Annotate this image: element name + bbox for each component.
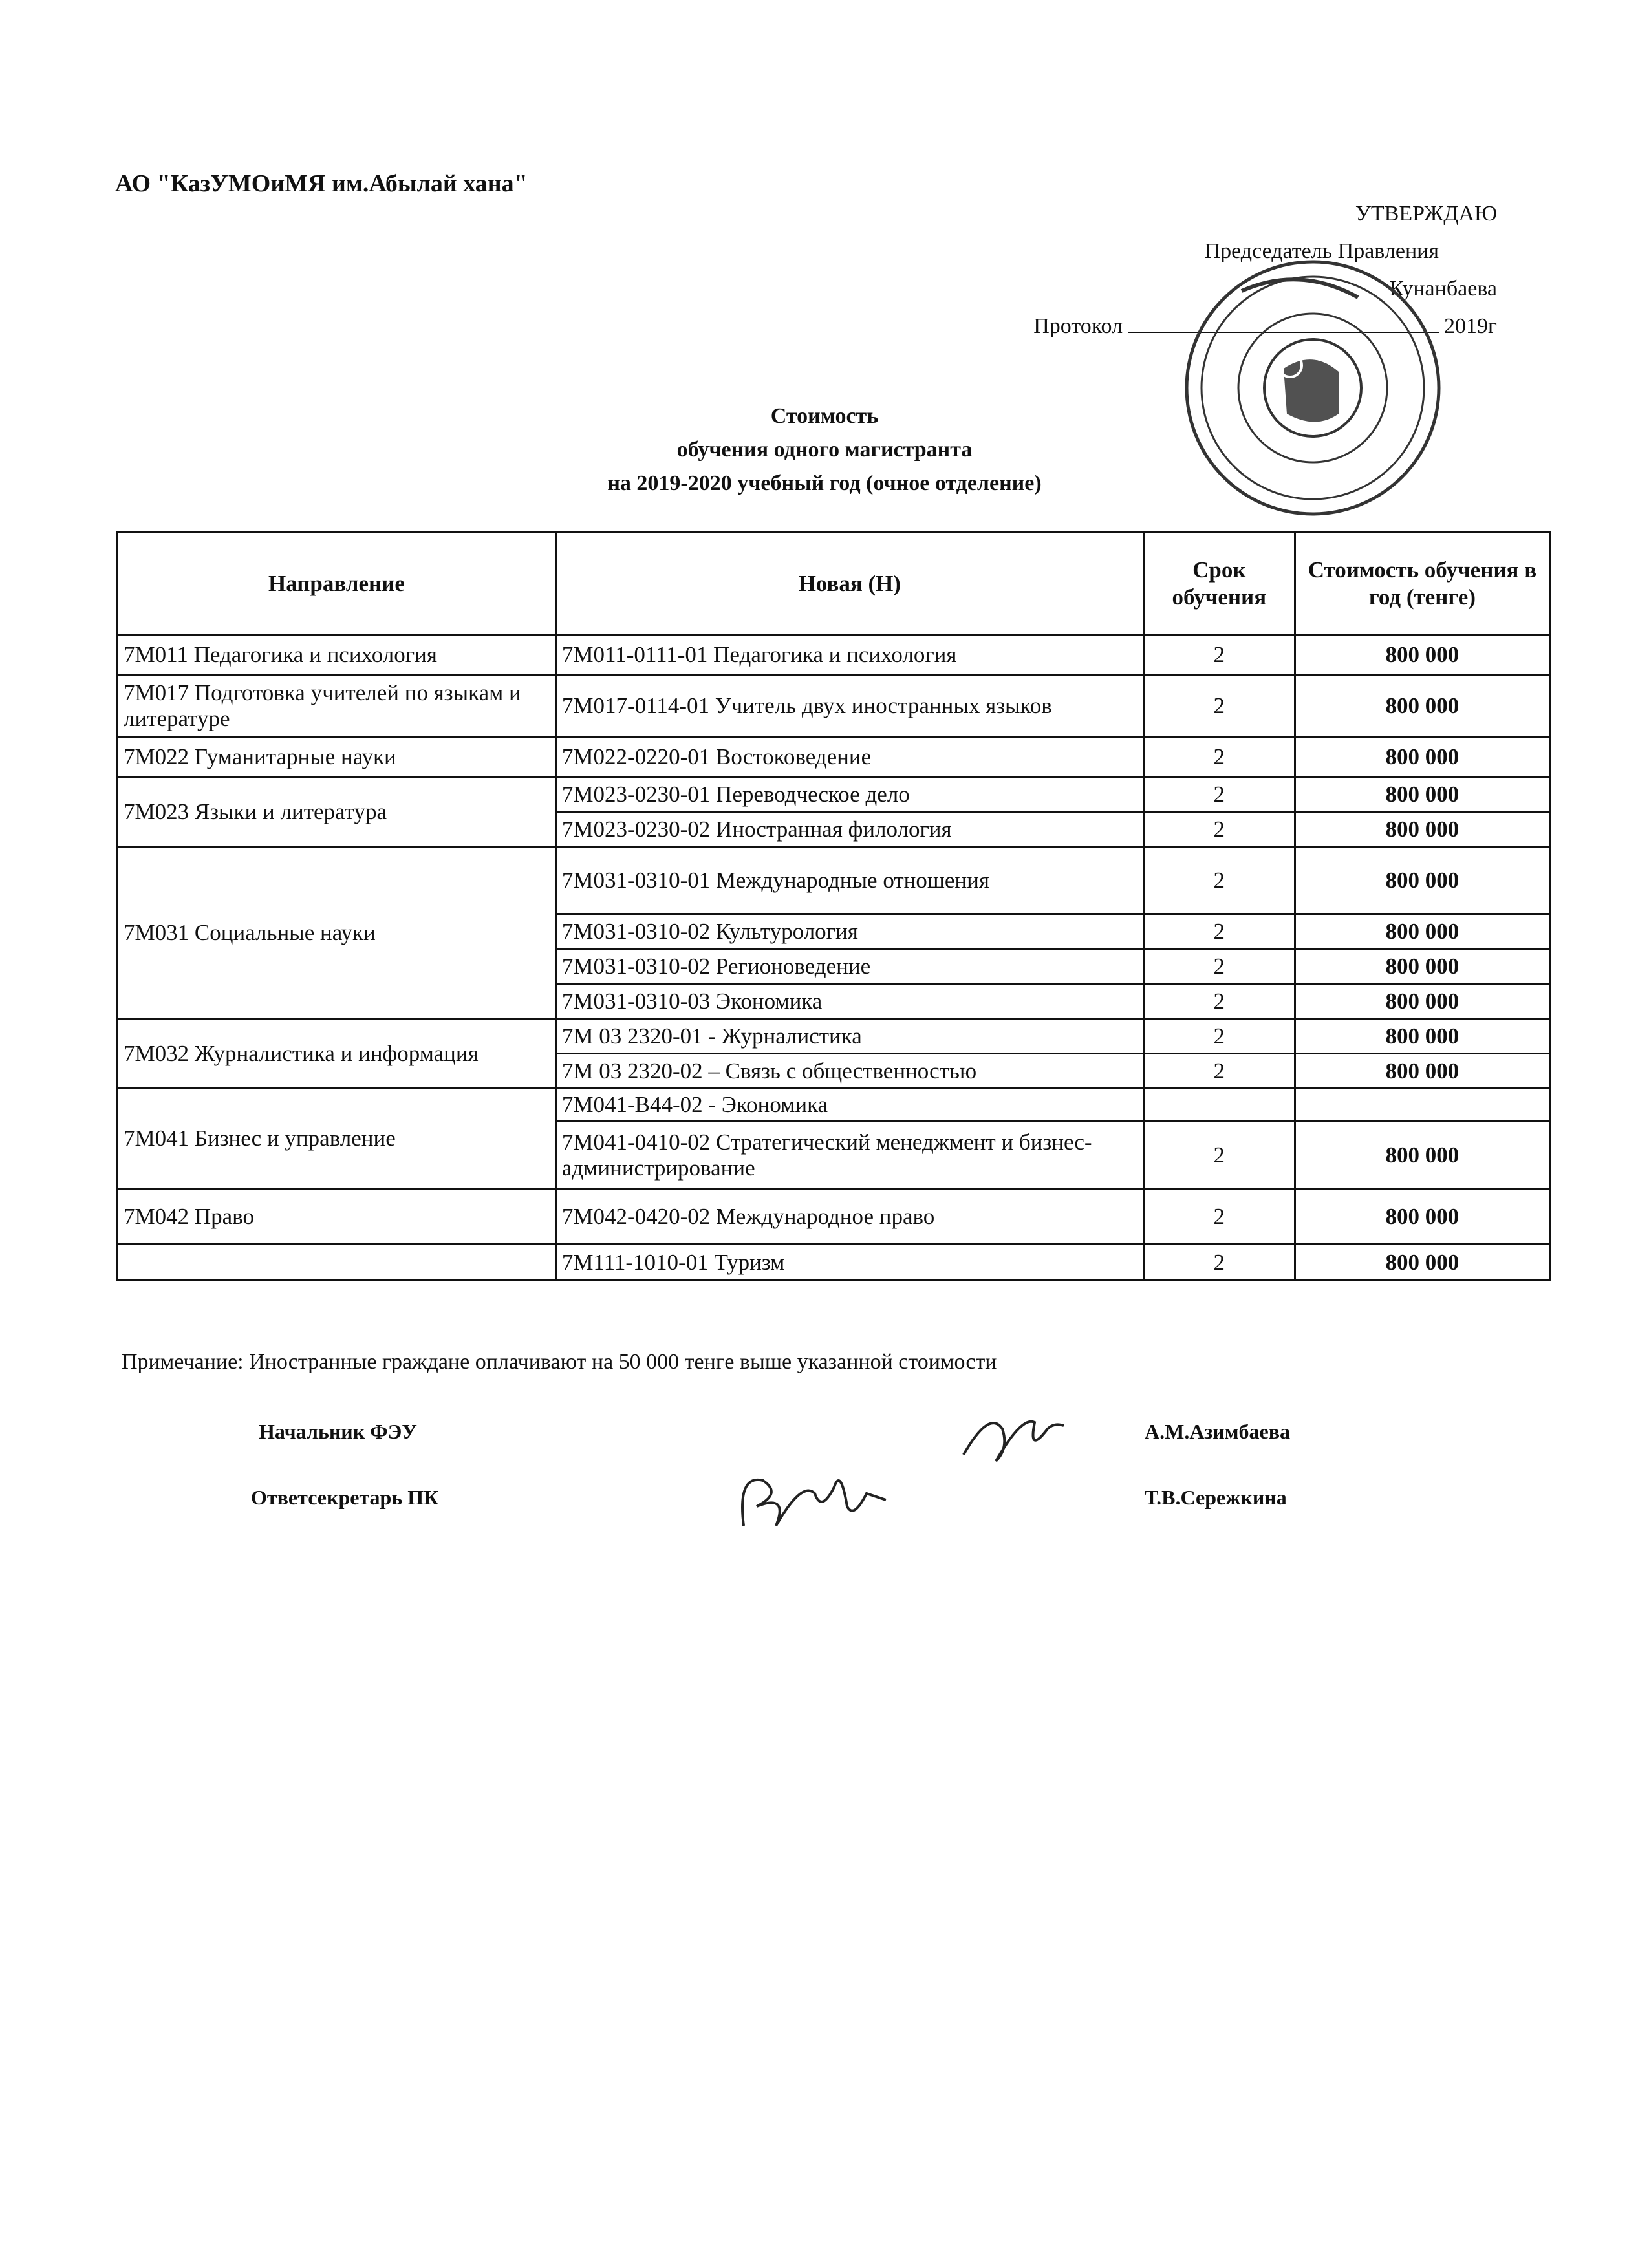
program-cell: 7М041-0410-02 Стратегический менеджмент и бизнес-администрирование: [555, 1122, 1143, 1189]
term-cell: 2: [1143, 635, 1295, 675]
direction-cell: 7М042 Право: [118, 1189, 556, 1245]
price-cell: 800 000: [1295, 1122, 1549, 1189]
price-cell: 800 000: [1295, 1019, 1549, 1054]
signature-name-2: Т.В.Сережкина: [1145, 1486, 1287, 1509]
term-cell: 2: [1143, 737, 1295, 777]
program-cell: 7М 03 2320-02 – Связь с общественностью: [555, 1054, 1143, 1089]
tuition-table: [116, 531, 1551, 1281]
price-cell: 800 000: [1295, 635, 1549, 675]
table-row: [118, 1245, 1550, 1281]
table-header-row: [118, 533, 1550, 635]
title-line-1: Стоимость: [770, 404, 879, 428]
approval-chairman: Председатель Правления: [1204, 239, 1439, 263]
direction-cell: 7М017 Подготовка учителей по языкам и литературе: [118, 675, 556, 737]
term-cell: 2: [1143, 847, 1295, 914]
price-cell: [1295, 1089, 1549, 1122]
term-cell: 2: [1143, 777, 1295, 812]
table-row: [118, 1189, 1550, 1245]
term-cell: 2: [1143, 914, 1295, 949]
price-cell: 800 000: [1295, 1245, 1549, 1281]
term-cell: 2: [1143, 984, 1295, 1019]
program-cell: 7М111-1010-01 Туризм: [555, 1245, 1143, 1281]
organization-name: АО "КазУМОиМЯ им.Абылай хана": [115, 170, 528, 197]
term-cell: 2: [1143, 1122, 1295, 1189]
term-cell: 2: [1143, 675, 1295, 737]
table-row: [118, 1019, 1550, 1054]
price-cell: 800 000: [1295, 737, 1549, 777]
program-cell: 7М017-0114-01 Учитель двух иностранных языков: [555, 675, 1143, 737]
price-cell: 800 000: [1295, 777, 1549, 812]
signature-role-1: Начальник ФЭУ: [259, 1420, 417, 1443]
price-cell: 800 000: [1295, 914, 1549, 949]
approval-protocol: Протокол: [1033, 314, 1123, 338]
program-cell: 7М031-0310-02 Культурология: [555, 914, 1143, 949]
header-direction: Направление: [118, 533, 556, 635]
signature-role-2: Ответсекретарь ПК: [251, 1486, 439, 1509]
handwritten-signature-2: [731, 1455, 899, 1539]
program-cell: 7М031-0310-01 Международные отношения: [555, 847, 1143, 914]
term-cell: [1143, 1089, 1295, 1122]
direction-cell: 7М041 Бизнес и управление: [118, 1089, 556, 1189]
term-cell: 2: [1143, 812, 1295, 847]
table-row: [118, 777, 1550, 812]
term-cell: 2: [1143, 1245, 1295, 1281]
program-cell: 7М022-0220-01 Востоковедение: [555, 737, 1143, 777]
document-title: [0, 400, 1649, 500]
program-cell: 7М041-В44-02 - Экономика: [555, 1089, 1143, 1122]
price-cell: 800 000: [1295, 1054, 1549, 1089]
direction-cell: 7М022 Гуманитарные науки: [118, 737, 556, 777]
direction-cell: 7М031 Социальные науки: [118, 847, 556, 1019]
price-cell: 800 000: [1295, 812, 1549, 847]
table-row: [118, 737, 1550, 777]
header-term: Срок обучения: [1143, 533, 1295, 635]
price-cell: 800 000: [1295, 847, 1549, 914]
table-row: [118, 675, 1550, 737]
program-cell: 7М023-0230-02 Иностранная филология: [555, 812, 1143, 847]
term-cell: 2: [1143, 949, 1295, 984]
program-cell: 7М 03 2320-01 - Журналистика: [555, 1019, 1143, 1054]
approval-year: 2019г: [1444, 314, 1497, 338]
price-cell: 800 000: [1295, 984, 1549, 1019]
program-cell: 7М031-0310-03 Экономика: [555, 984, 1143, 1019]
term-cell: 2: [1143, 1189, 1295, 1245]
price-cell: 800 000: [1295, 949, 1549, 984]
handwritten-signature-1: [951, 1403, 1073, 1474]
header-price: Стоимость обучения в год (тенге): [1295, 533, 1549, 635]
direction-cell: 7М011 Педагогика и психология: [118, 635, 556, 675]
approval-name: Кунанбаева: [1389, 277, 1497, 301]
table-row: [118, 847, 1550, 914]
approval-title: УТВЕРЖДАЮ: [1355, 202, 1497, 226]
direction-cell: 7М023 Языки и литература: [118, 777, 556, 847]
program-cell: 7М031-0310-02 Регионоведение: [555, 949, 1143, 984]
price-cell: 800 000: [1295, 1189, 1549, 1245]
term-cell: 2: [1143, 1054, 1295, 1089]
program-cell: 7М042-0420-02 Международное право: [555, 1189, 1143, 1245]
signature-name-1: А.М.Азимбаева: [1145, 1420, 1290, 1443]
table-row: [118, 1089, 1550, 1122]
title-line-3: на 2019-2020 учебный год (очное отделение): [607, 471, 1042, 495]
price-cell: 800 000: [1295, 675, 1549, 737]
note: Примечание: Иностранные граждане оплачивают на 50 000 тенге выше указанной стоимости: [122, 1350, 997, 1374]
header-program: Новая (Н): [555, 533, 1143, 635]
title-line-2: обучения одного магистранта: [676, 438, 973, 462]
term-cell: 2: [1143, 1019, 1295, 1054]
direction-cell: [118, 1245, 556, 1281]
program-cell: 7М011-0111-01 Педагогика и психология: [555, 635, 1143, 675]
table-row: [118, 635, 1550, 675]
program-cell: 7М023-0230-01 Переводческое дело: [555, 777, 1143, 812]
direction-cell: 7М032 Журналистика и информация: [118, 1019, 556, 1089]
